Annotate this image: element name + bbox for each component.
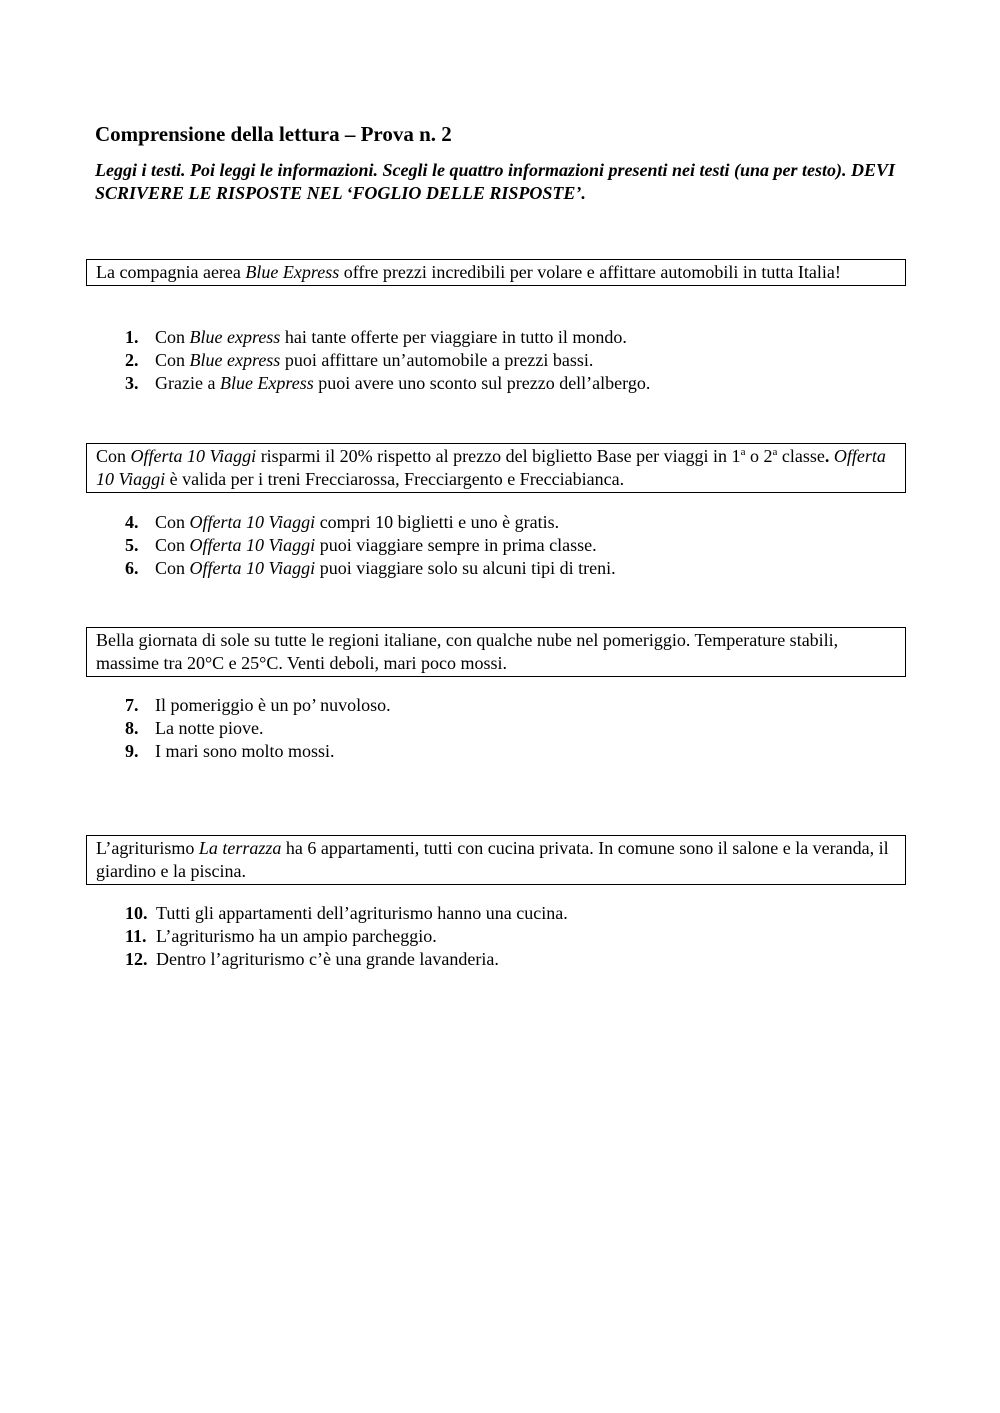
reading-text-4: L’agriturismo La terrazza ha 6 appartamenti, tutti con cucina privata. In comune sono il salone e la veranda, il giardino e la piscina. — [86, 835, 906, 885]
page-title: Comprensione della lettura – Prova n. 2 — [95, 122, 452, 146]
reading-text-1: La compagnia aerea Blue Express offre prezzi incredibili per volare e affittare automobili in tutta Italia! — [86, 259, 906, 286]
statement-list-4 — [125, 902, 568, 971]
statement-list-1 — [125, 326, 650, 395]
statement-11: 11. L’agriturismo ha un ampio parcheggio. — [125, 926, 437, 946]
statement-2: 2. Con Blue express puoi affittare un’automobile a prezzi bassi. — [125, 350, 594, 370]
statement-1: 1. Con Blue express hai tante offerte per viaggiare in tutto il mondo. — [125, 327, 627, 347]
statement-7: 7. Il pomeriggio è un po’ nuvoloso. — [125, 695, 391, 715]
statement-list-3 — [125, 694, 391, 763]
statement-list-2 — [125, 511, 616, 580]
statement-9: 9. I mari sono molto mossi. — [125, 741, 335, 761]
reading-text-3: Bella giornata di sole su tutte le regioni italiane, con qualche nube nel pomeriggio. Temperature stabili, massime tra 20°C e 25°C. Venti deboli, mari poco mossi. — [86, 627, 906, 677]
statement-10: 10. Tutti gli appartamenti dell’agriturismo hanno una cucina. — [125, 903, 568, 923]
statement-4: 4. Con Offerta 10 Viaggi compri 10 biglietti e uno è gratis. — [125, 512, 560, 532]
statement-3: 3. Grazie a Blue Express puoi avere uno sconto sul prezzo dell’albergo. — [125, 373, 651, 393]
statement-5: 5. Con Offerta 10 Viaggi puoi viaggiare sempre in prima classe. — [125, 535, 597, 555]
statement-6: 6. Con Offerta 10 Viaggi puoi viaggiare solo su alcuni tipi di treni. — [125, 558, 616, 578]
statement-12: 12. Dentro l’agriturismo c’è una grande lavanderia. — [125, 949, 499, 969]
instructions: Leggi i testi. Poi leggi le informazioni. Scegli le quattro informazioni presenti nei testi (una per testo). DEVI SCRIVERE LE RISPOSTE NEL ‘FOGLIO DELLE RISPOSTE’. — [95, 160, 896, 203]
statement-8: 8. La notte piove. — [125, 718, 264, 738]
reading-text-2: Con Offerta 10 Viaggi risparmi il 20% rispetto al prezzo del biglietto Base per viaggi in 1$^a$ o 2$^a$ classe. Offerta 10 Viaggi è valida per i treni Frecciarossa, Frecciargento e Frecciabianca. — [86, 443, 906, 493]
